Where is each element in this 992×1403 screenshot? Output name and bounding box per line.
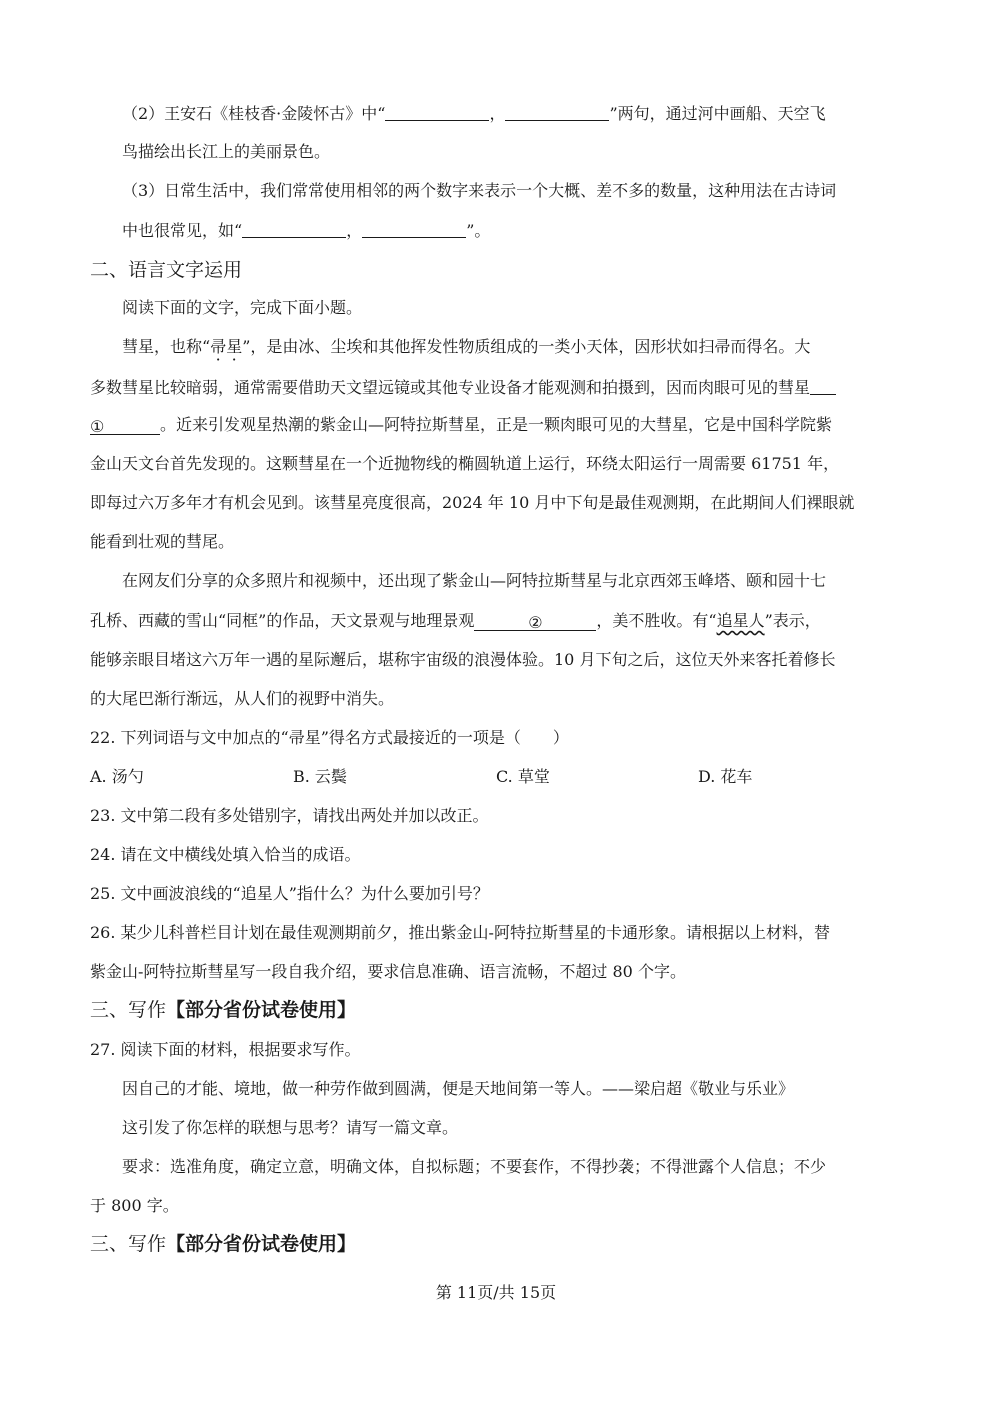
wavy-underlined-term: 追星人 (716, 611, 765, 630)
q27-requirements-cont: 于 800 字。 (90, 1196, 179, 1215)
q2-line1: （2）王安石《桂枝香·金陵怀古》中“ ， ”两句，通过河中画船、天空飞 (122, 104, 826, 123)
passage-line: 彗星，也称“帚星”，是由冰、尘埃和其他挥发性物质组成的一类小天体，因形状如扫帚而得名。大 (122, 337, 811, 356)
q27-prompt: 这引发了你怎样的联想与思考？请写一篇文章。 (122, 1118, 459, 1137)
passage-line: 多数彗星比较暗弱，通常需要借助天文望远镜或其他专业设备才能观测和拍摄到，因而肉眼可见的彗星 (90, 377, 902, 398)
q2-line2: 鸟描绘出长江上的美丽景色。 (122, 142, 331, 161)
instruction: 阅读下面的文字，完成下面小题。 (122, 298, 363, 317)
passage-line: 能够亲眼目堵这六万年一遇的星际邂后，堪称宇宙级的浪漫体验。10 月下旬之后，这位天外来客托着修长 (90, 650, 836, 669)
option-c[interactable]: C. 草堂 (496, 767, 550, 786)
q27-requirements: 要求：选准角度，确定立意，明确文体，自拟标题；不要套作，不得抄袭；不得泄露个人信息；不少 (122, 1157, 827, 1176)
passage-line: 金山天文台首先发现的。这颗彗星在一个近抛物线的椭圆轨道上运行，环绕太阳运行一周需要 61751 年， (90, 454, 840, 473)
q22-options (90, 767, 902, 787)
passage-line: ① 。近来引发观星热潮的紫金山—阿特拉斯彗星，正是一颗肉眼可见的大彗星，它是中国科学院紫 (90, 415, 833, 436)
question-22: 22. 下列词语与文中加点的“帚星”得名方式最接近的一项是（ ） (90, 728, 569, 747)
page-number: 第 11页/共 15页 (435, 1283, 557, 1302)
question-25: 25. 文中画波浪线的“追星人”指什么？为什么要加引号？ (90, 884, 489, 903)
question-26-line1: 26. 某少儿科普栏目计划在最佳观测期前夕，推出紫金山-阿特拉斯彗星的卡通形象。请根据以上材料，替 (90, 923, 830, 942)
answer-blank[interactable] (505, 103, 609, 121)
dotted-char: 帚 (210, 337, 227, 356)
answer-blank[interactable] (242, 220, 346, 238)
passage-line: 孔桥、西藏的雪山“同框”的作品，天文景观与地理景观 ② ，美不胜收。有“追星人”表示， (90, 611, 821, 632)
option-b[interactable]: B. 云鬓 (293, 767, 347, 786)
dotted-char: 星 (226, 337, 243, 356)
option-a[interactable]: A. 汤勺 (90, 767, 144, 786)
section-title: 三、写作【部分省份试卷使用】 (90, 999, 357, 1021)
answer-blank[interactable] (385, 103, 489, 121)
question-27: 27. 阅读下面的材料，根据要求写作。 (90, 1040, 361, 1059)
answer-blank[interactable] (362, 220, 466, 238)
question-24: 24. 请在文中横线处填入恰当的成语。 (90, 845, 361, 864)
q3-line2: 中也很常见，如“ ， ”。 (122, 221, 491, 240)
passage-line: 的大尾巴渐行渐远，从人们的视野中消失。 (90, 689, 395, 708)
passage-line: 即每过六万多年才有机会见到。该彗星亮度很高，2024 年 10 月中下旬是最佳观测期，在此期间人们裸眼就 (90, 493, 855, 512)
section-title: 三、写作【部分省份试卷使用】 (90, 1233, 357, 1255)
q3-line1: （3）日常生活中，我们常常使用相邻的两个数字来表示一个大概、差不多的数量，这种用法在古诗词 (122, 181, 837, 200)
blank-1-lead[interactable] (810, 377, 836, 395)
question-26-line2: 紫金山-阿特拉斯彗星写一段自我介绍，要求信息准确、语言流畅，不超过 80 个字。 (90, 962, 686, 981)
question-23: 23. 文中第二段有多处错别字，请找出两处并加以改正。 (90, 806, 489, 825)
passage-line: 能看到壮观的彗尾。 (90, 532, 235, 551)
q27-quote: 因自己的才能、境地，做一种劳作做到圆满，便是天地间第一等人。——梁启超《敬业与乐业》 (122, 1079, 795, 1098)
option-d[interactable]: D. 花车 (698, 767, 753, 786)
section-title: 二、语言文字运用 (90, 259, 243, 281)
blank-1[interactable]: ① (90, 417, 160, 435)
passage-line: 在网友们分享的众多照片和视频中，还出现了紫金山—阿特拉斯彗星与北京西郊玉峰塔、颐和园十七 (122, 571, 827, 590)
blank-2[interactable]: ② (474, 613, 596, 631)
